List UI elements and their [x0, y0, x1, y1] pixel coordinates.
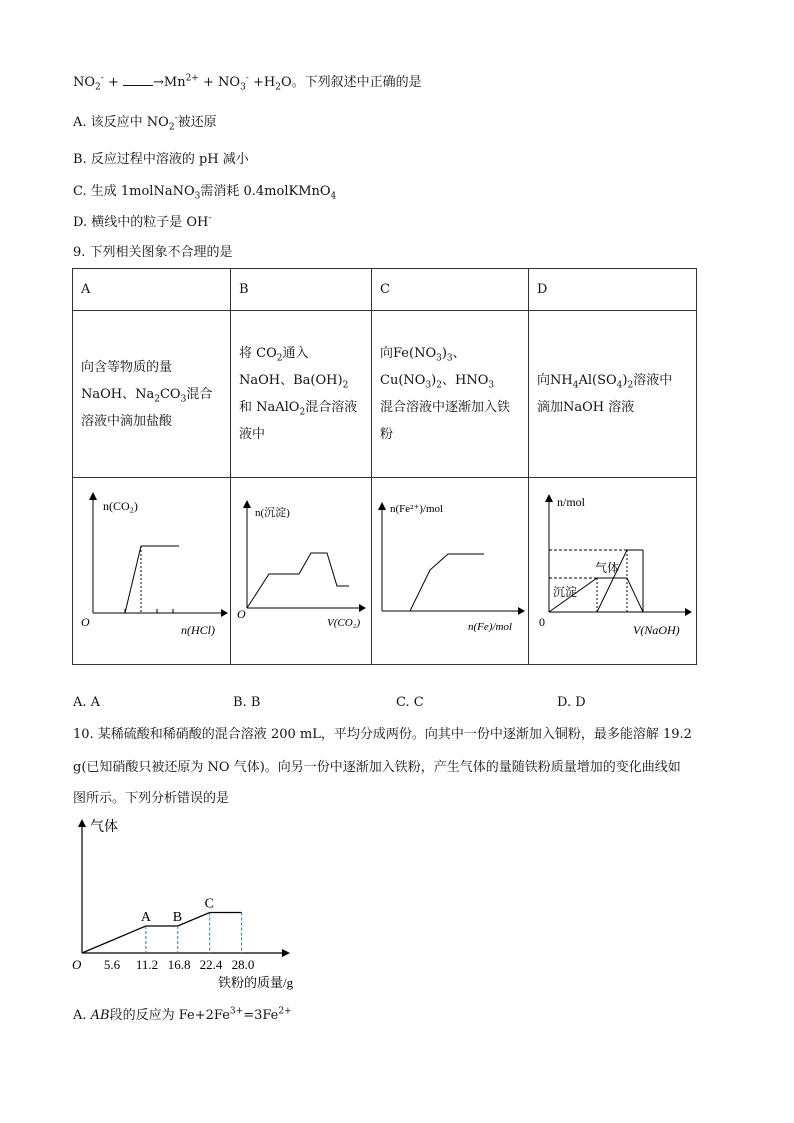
q10-chart — [68, 815, 328, 1000]
graph-a-ylabel: n(CO₂) — [103, 499, 138, 513]
desc-c: 向$Fe(NO_3)_3$、 $Cu(NO_3)_2$、$HNO_3$ 混合溶液中逐渐加入铁 粉 — [372, 311, 529, 478]
graph-b-ylabel: n(沉淀) — [255, 507, 290, 519]
graph-b-origin: O — [237, 607, 246, 621]
q10-line1: 10. 某稀硫酸和稀硝酸的混合溶液 200 mL，平均分成两份。向其中一份中逐渐加入铜粉，最多能溶解 19.2 — [73, 727, 692, 742]
x-tick-label: 11.2 — [135, 957, 159, 972]
x-tick-label: 28.0 — [231, 957, 255, 972]
graph-a-origin: O — [81, 615, 90, 629]
graph-d-gas-label: 气体 — [595, 561, 620, 575]
graph-a — [73, 478, 230, 654]
desc-b: 将 $CO_2$通入 NaOH、$Ba(OH)_2$ 和 NaAlO$_2$混合溶液 液中 — [231, 311, 372, 478]
graph-d-origin: 0 — [539, 615, 545, 629]
point-label-a: A — [140, 910, 151, 925]
q9-answer-d: D. D — [557, 695, 586, 710]
graph-c — [372, 478, 528, 654]
header-a: A — [73, 269, 231, 311]
graph-d — [529, 478, 696, 654]
series-line — [82, 913, 242, 954]
q10-ylabel: 气体 — [90, 820, 118, 835]
graph-c-cell — [372, 478, 529, 665]
q10-origin: O — [72, 957, 82, 972]
q10-line3: 图所示。下列分析错误的是 — [73, 791, 230, 806]
graph-b-xlabel: V(CO₂) — [327, 617, 361, 629]
x-tick-label: 16.8 — [167, 957, 191, 972]
x-tick-label: 22.4 — [199, 957, 223, 972]
q9-answer-b: B. B — [233, 695, 261, 710]
q9-answer-a: A. A — [73, 695, 101, 710]
point-label-b: B — [172, 910, 183, 925]
graph-c-xlabel: n(Fe)/mol — [468, 621, 512, 633]
graph-d-ppt-label: 沉淀 — [553, 585, 578, 599]
q10-xlabel: 铁粉的质量/g — [218, 975, 294, 990]
header-d: D — [529, 269, 697, 311]
graph-d-xlabel: V(NaOH) — [633, 623, 680, 637]
x-tick-label: 5.6 — [103, 957, 121, 972]
graph-a-cell — [73, 478, 231, 665]
graph-d-cell — [529, 478, 697, 665]
header-c: C — [372, 269, 529, 311]
graph-a-xlabel: n(HCl) — [181, 623, 215, 637]
q9-table — [72, 268, 697, 665]
blank-line — [123, 73, 153, 86]
q8-option-c: C. 生成 1molNaNO$_3$需消耗 0.4molKMnO$_4$ — [73, 184, 337, 202]
desc-d: 向$NH_4Al(SO_4)_2$溶液中 滴加NaOH 溶液 — [529, 311, 697, 478]
graph-b-cell — [231, 478, 372, 665]
q9-stem: 9. 下列相关图象不合理的是 — [73, 245, 233, 260]
q8-option-a: A. 该反应中 $NO_2^-$被还原 — [73, 113, 217, 133]
point-label-c: C — [204, 896, 215, 912]
q9-answer-c: C. C — [396, 695, 424, 710]
q8-option-b: B. 反应过程中溶液的 pH 减小 — [73, 152, 249, 167]
q10-line2: g(已知硝酸只被还原为 NO 气体)。向另一份中逐渐加入铁粉，产生气体的量随铁粉质量增加的变化曲线如 — [73, 760, 681, 775]
graph-c-ylabel: n(Fe²⁺)/mol — [390, 503, 444, 515]
graph-b — [231, 478, 371, 654]
q10-option-a: A. AB段的反应为 $Fe+2Fe^{3+}=3Fe^{2+}$ — [73, 1006, 292, 1023]
q8-option-d: D. 横线中的粒子是 OH- — [73, 213, 212, 230]
q8-equation: $NO_2^- + \to Mn^{2+} + NO_3^- +H_2O$。下列叙述中正确的是 — [73, 73, 422, 93]
desc-a: 向含等物质的量 NaOH、$Na_2CO_3$混合 溶液中滴加盐酸 — [73, 311, 231, 478]
graph-d-ylabel: n/mol — [557, 495, 586, 509]
header-b: B — [231, 269, 372, 311]
